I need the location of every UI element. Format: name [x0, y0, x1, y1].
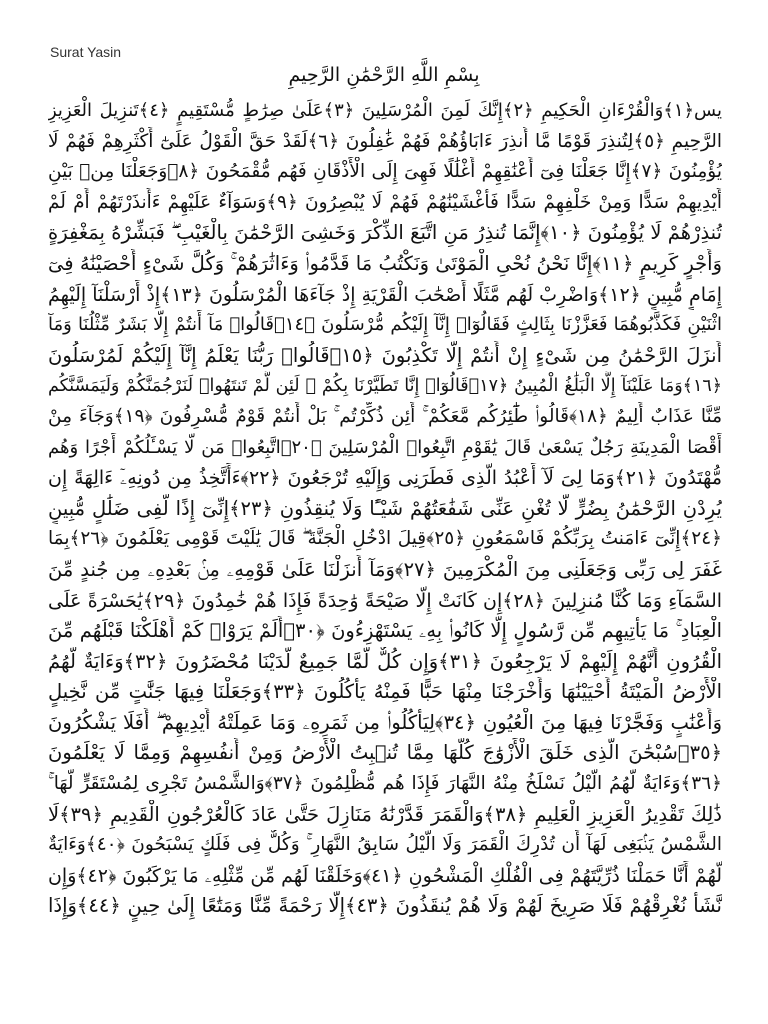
text-line: يُرِدْنِ الرَّحْمَٰنُ بِضُرٍّ لَّا تُغْنِ عَنِّى شَفَٰعَتُهُمْ شَيْـًٔا وَلَا يُنقِذُونِ ﴿٢٣﴾إِنِّىٓ إِذًا لَّفِى ضَلَٰلٍ مُّبِينٍ [48, 496, 722, 520]
text-line: ﴿٣٥﴾سُبْحَٰنَ الَّذِى خَلَقَ الْأَزْوَٰجَ كُلَّهَا مِمَّا تُنۢبِتُ الْأَرْضُ وَمِنْ أَنفُسِهِمْ وَمِمَّا لَا يَعْلَمُونَ [48, 741, 722, 765]
text-line: نَّشَأْ نُغْرِقْهُمْ فَلَا صَرِيخَ لَهُمْ وَلَا هُمْ يُنقَذُونَ ﴿٤٣﴾إِلَّا رَحْمَةً مِّنَّا وَمَتَٰعًا إِلَىٰ حِينٍ ﴿٤٤﴾وَإِذَا [48, 894, 722, 918]
text-line: أَنزَلَ الرَّحْمَٰنُ مِن شَىْءٍ إِنْ أَنتُمْ إِلَّا تَكْذِبُونَ ﴿١٥﴾قَالُوا۟ رَبُّنَا يَعْلَمُ إِنَّآ إِلَيْكُمْ لَمُرْسَلُونَ [48, 343, 722, 367]
page-label: Surat Yasin [50, 44, 122, 60]
text-line: وَأَجْرٍ كَرِيمٍ ﴿١١﴾إِنَّا نَحْنُ نُحْىِ الْمَوْتَىٰ وَنَكْتُبُ مَا قَدَّمُوا۟ وَءَاثَٰرَهُمْ ۚ وَكُلَّ شَىْءٍ أَحْصَيْنَٰهُ فِىٓ [48, 251, 722, 275]
text-line: غَفَرَ لِى رَبِّى وَجَعَلَنِى مِنَ الْمُكْرَمِينَ ﴿٢٧﴾وَمَآ أَنزَلْنَا عَلَىٰ قَوْمِهِۦ مِنۢ بَعْدِهِۦ مِن جُندٍ مِّنَ [48, 557, 722, 581]
text-line: تُنذِرْهُمْ لَا يُؤْمِنُونَ ﴿١٠﴾إِنَّمَا تُنذِرُ مَنِ اتَّبَعَ الذِّكْرَ وَخَشِىَ الرَّحْمَٰنَ بِالْغَيْبِ ۖ فَبَشِّرْهُ بِمَغْفِرَةٍ [48, 221, 722, 245]
text-line: اثْنَيْنِ فَكَذَّبُوهُمَا فَعَزَّزْنَا بِثَالِثٍ فَقَالُوٓا۟ إِنَّآ إِلَيْكُم مُّرْسَلُونَ ﴿١٤﴾قَالُوا۟ مَآ أَنتُمْ إِلَّا بَشَرٌ مِّثْلُنَا وَمَآ [48, 314, 722, 336]
text-line: الْأَرْضُ الْمَيْتَةُ أَحْيَيْنَٰهَا وَأَخْرَجْنَا مِنْهَا حَبًّا فَمِنْهُ يَأْكُلُونَ ﴿٣٣﴾وَجَعَلْنَا فِيهَا جَنَّٰتٍ مِّن نَّخِيلٍ [48, 680, 722, 704]
text-line: ذَٰلِكَ تَقْدِيرُ الْعَزِيزِ الْعَلِيمِ ﴿٣٨﴾وَالْقَمَرَ قَدَّرْنَٰهُ مَنَازِلَ حَتَّىٰ عَادَ كَالْعُرْجُونِ الْقَدِيمِ ﴿٣٩﴾لَا [48, 802, 722, 826]
text-line: أَقْصَا الْمَدِينَةِ رَجُلٌ يَسْعَىٰ قَالَ يَٰقَوْمِ اتَّبِعُوا۟ الْمُرْسَلِينَ ﴿٢٠﴾اتَّبِعُوا۟ مَن لَّا يَسْـَٔلُكُمْ أَجْرًا وَهُم [48, 436, 722, 458]
text-line: الشَّمْسُ يَنۢبَغِى لَهَآ أَن تُدْرِكَ الْقَمَرَ وَلَا الَّيْلُ سَابِقُ النَّهَارِ ۚ وَكُلٌّ فِى فَلَكٍ يَسْبَحُونَ ﴿٤٠﴾وَءَايَةٌ [48, 834, 722, 856]
text-line: لَّهُمْ أَنَّا حَمَلْنَا ذُرِّيَّتَهُمْ فِى الْفُلْكِ الْمَشْحُونِ ﴿٤١﴾وَخَلَقْنَا لَهُم مِّن مِّثْلِهِۦ مَا يَرْكَبُونَ ﴿٤٢﴾وَإِن [48, 864, 722, 887]
text-line: يس﴿١﴾وَالْقُرْءَانِ الْحَكِيمِ ﴿٢﴾إِنَّكَ لَمِنَ الْمُرْسَلِينَ ﴿٣﴾عَلَىٰ صِرَٰطٍ مُّسْتَقِيمٍ ﴿٤﴾تَنزِيلَ الْعَزِيزِ [48, 100, 722, 121]
basmala-heading: بِسْمِ اللَّهِ الرَّحْمَٰنِ الرَّحِيمِ [288, 64, 480, 86]
text-line: ﴿٣٦﴾وَءَايَةٌ لَّهُمُ الَّيْلُ نَسْلَخُ مِنْهُ النَّهَارَ فَإِذَا هُم مُّظْلِمُونَ ﴿٣٧﴾وَالشَّمْسُ تَجْرِى لِمُسْتَقَرٍّ لَّهَا ۚ [48, 773, 722, 795]
text-line: السَّمَآءِ وَمَا كُنَّا مُنزِلِينَ ﴿٢٨﴾إِن كَانَتْ إِلَّا صَيْحَةً وَٰحِدَةً فَإِذَا هُمْ خَٰمِدُونَ ﴿٢٩﴾يَٰحَسْرَةً عَلَى [48, 589, 722, 612]
text-line: الْقُرُونِ أَنَّهُمْ إِلَيْهِمْ لَا يَرْجِعُونَ ﴿٣١﴾وَإِن كُلٌّ لَّمَّا جَمِيعٌ لَّدَيْنَا مُحْضَرُونَ ﴿٣٢﴾وَءَايَةٌ لَّهُمُ [48, 649, 722, 673]
text-line: ﴿١٦﴾وَمَا عَلَيْنَآ إِلَّا الْبَلَٰغُ الْمُبِينُ ﴿١٧﴾قَالُوٓا۟ إِنَّا تَطَيَّرْنَا بِكُمْ ۖ لَئِن لَّمْ تَنتَهُوا۟ لَنَرْجُمَنَّكُمْ وَلَيَمَسَّنَّكُم [48, 376, 722, 397]
text-line: مُّهْتَدُونَ ﴿٢١﴾وَمَا لِىَ لَآ أَعْبُدُ الَّذِى فَطَرَنِى وَإِلَيْهِ تُرْجَعُونَ ﴿٢٢﴾ءَأَتَّخِذُ مِن دُونِهِۦٓ ءَالِهَةً إِن [48, 467, 722, 490]
text-line: يُؤْمِنُونَ ﴿٧﴾إِنَّا جَعَلْنَا فِىٓ أَعْنَٰقِهِمْ أَغْلَٰلًا فَهِىَ إِلَى الْأَذْقَانِ فَهُم مُّقْمَحُونَ ﴿٨﴾وَجَعَلْنَا مِنۢ بَيْنِ [48, 161, 722, 183]
surah-text-block [48, 96, 722, 1004]
text-line: ﴿٢٤﴾إِنِّىٓ ءَامَنتُ بِرَبِّكُمْ فَاسْمَعُونِ ﴿٢٥﴾قِيلَ ادْخُلِ الْجَنَّةَ ۖ قَالَ يَٰلَيْتَ قَوْمِى يَعْلَمُونَ ﴿٢٦﴾بِمَا [48, 528, 722, 550]
text-line: وَأَعْنَٰبٍ وَفَجَّرْنَا فِيهَا مِنَ الْعُيُونِ ﴿٣٤﴾لِيَأْكُلُوا۟ مِن ثَمَرِهِۦ وَمَا عَمِلَتْهُ أَيْدِيهِمْ ۖ أَفَلَا يَشْكُرُونَ [48, 710, 722, 734]
text-line: الرَّحِيمِ ﴿٥﴾لِتُنذِرَ قَوْمًا مَّا أُنذِرَ ءَابَاؤُهُمْ فَهُمْ غَٰفِلُونَ ﴿٦﴾لَقَدْ حَقَّ الْقَوْلُ عَلَىٰٓ أَكْثَرِهِمْ فَهُمْ لَا [48, 130, 722, 152]
text-line: إِمَامٍ مُّبِينٍ ﴿١٢﴾وَاضْرِبْ لَهُم مَّثَلًا أَصْحَٰبَ الْقَرْيَةِ إِذْ جَآءَهَا الْمُرْسَلُونَ ﴿١٣﴾إِذْ أَرْسَلْنَآ إِلَيْهِمُ [48, 283, 722, 306]
text-line: مِّنَّا عَذَابٌ أَلِيمٌ ﴿١٨﴾قَالُوا۟ طَٰٓئِرُكُم مَّعَكُمْ ۚ أَئِن ذُكِّرْتُم ۚ بَلْ أَنتُمْ قَوْمٌ مُّسْرِفُونَ ﴿١٩﴾وَجَآءَ مِنْ [48, 405, 722, 427]
text-line: الْعِبَادِ ۚ مَا يَأْتِيهِم مِّن رَّسُولٍ إِلَّا كَانُوا۟ بِهِۦ يَسْتَهْزِءُونَ ﴿٣٠﴾أَلَمْ يَرَوْا۟ كَمْ أَهْلَكْنَا قَبْلَهُم مِّنَ [48, 619, 722, 643]
text-line: أَيْدِيهِمْ سَدًّا وَمِنْ خَلْفِهِمْ سَدًّا فَأَغْشَيْنَٰهُمْ فَهُمْ لَا يُبْصِرُونَ ﴿٩﴾وَسَوَآءٌ عَلَيْهِمْ ءَأَنذَرْتَهُمْ أَمْ لَمْ [48, 191, 722, 213]
